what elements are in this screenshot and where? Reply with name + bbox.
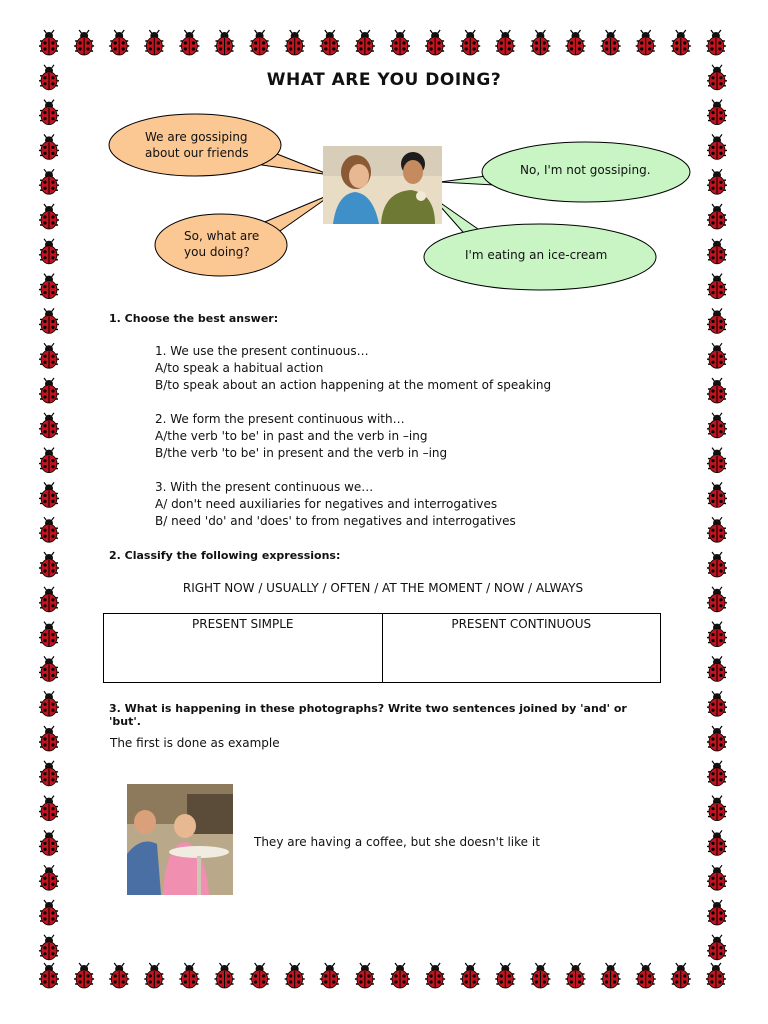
ladybug-icon [707, 865, 727, 890]
expressions-list: RIGHT NOW / USUALLY / OFTEN / AT THE MOMENT / NOW / ALWAYS [182, 581, 584, 595]
ladybug-icon [707, 517, 727, 542]
ladybug-icon [566, 963, 586, 988]
ladybug-icon [39, 622, 59, 647]
ladybug-icon [707, 656, 727, 681]
question-2-option-a: A/the verb 'to be' in past and the verb in –ing [155, 429, 428, 443]
ladybug-icon [707, 830, 727, 855]
ladybug-icon [39, 517, 59, 542]
ladybug-icon [320, 963, 340, 988]
ladybug-icon [39, 308, 59, 333]
ladybug-icon [707, 482, 727, 507]
ladybug-icon [39, 482, 59, 507]
section1-heading: 1. Choose the best answer: [109, 312, 279, 325]
ladybug-icon [707, 796, 727, 821]
section3-heading: 3. What is happening in these photographs? Write two sentences joined by 'and' or 'but'. [109, 702, 627, 728]
ladybug-icon [39, 726, 59, 751]
ladybug-icon [636, 963, 656, 988]
bubble-text-gossiping: We are gossiping about our friends [145, 130, 249, 160]
ladybug-icon [530, 963, 550, 988]
ladybug-icon [425, 963, 445, 988]
ladybug-icon [39, 830, 59, 855]
bubble-text-ice-cream: I'm eating an ice-cream [465, 248, 608, 262]
ladybug-icon [707, 935, 727, 960]
ladybug-icon [707, 622, 727, 647]
question-2 [155, 411, 447, 462]
column-present-continuous[interactable]: PRESENT CONTINUOUS [382, 614, 661, 683]
cafe-photo [127, 784, 233, 895]
ladybug-icon [706, 963, 726, 988]
bubble-text-not-gossiping: No, I'm not gossiping. [520, 163, 651, 177]
ladybug-icon [39, 691, 59, 716]
ladybug-icon [355, 963, 375, 988]
ladybug-icon [39, 900, 59, 925]
ladybug-icon [707, 308, 727, 333]
ladybug-icon [215, 963, 235, 988]
ladybug-icon [39, 343, 59, 368]
ladybug-icon [39, 656, 59, 681]
ladybug-icon [601, 963, 621, 988]
ladybug-icon [707, 343, 727, 368]
question-1-option-a: A/to speak a habitual action [155, 361, 324, 375]
ladybug-icon [495, 963, 515, 988]
section2-heading: 2. Classify the following expressions: [109, 549, 341, 562]
question-1-stem: 1. We use the present continuous… [155, 344, 369, 358]
ladybug-icon [707, 900, 727, 925]
ladybug-icon [671, 963, 691, 988]
ladybug-icon [39, 796, 59, 821]
ladybug-icon [707, 448, 727, 473]
question-3-option-b: B/ need 'do' and 'does' to from negatives and interrogatives [155, 514, 516, 528]
couple-photo [323, 146, 442, 224]
question-3-stem: 3. With the present continuous we… [155, 480, 374, 494]
ladybug-icon [707, 761, 727, 786]
question-1 [155, 343, 551, 394]
ladybug-icon [707, 691, 727, 716]
ladybug-icon [707, 726, 727, 751]
question-1-option-b: B/to speak about an action happening at the moment of speaking [155, 378, 552, 392]
bubble-text-what-doing: So, what are you doing? [184, 229, 260, 259]
ladybug-icon [39, 552, 59, 577]
classify-table [103, 613, 661, 683]
ladybug-icon [707, 413, 727, 438]
ladybug-icon [707, 552, 727, 577]
ladybug-icon [250, 963, 270, 988]
question-3-option-a: A/ don't need auxiliaries for negatives and interrogatives [155, 497, 498, 511]
ladybug-icon [707, 378, 727, 403]
ladybug-icon [74, 963, 94, 988]
column-present-simple[interactable]: PRESENT SIMPLE [104, 614, 383, 683]
ladybug-icon [39, 413, 59, 438]
ladybug-icon [39, 865, 59, 890]
ladybug-icon [39, 761, 59, 786]
ladybug-icon [39, 963, 59, 988]
ladybug-icon [39, 378, 59, 403]
ladybug-icon [144, 963, 164, 988]
ladybug-icon [179, 963, 199, 988]
ladybug-icon [390, 963, 410, 988]
question-3 [155, 479, 516, 530]
question-2-option-b: B/the verb 'to be' in present and the verb in –ing [155, 446, 448, 460]
ladybug-icon [39, 935, 59, 960]
ladybug-icon [285, 963, 305, 988]
question-2-stem: 2. We form the present continuous with… [155, 412, 405, 426]
page-title: WHAT ARE YOU DOING? [266, 70, 502, 90]
ladybug-icon [39, 448, 59, 473]
example-note: The first is done as example [110, 736, 280, 750]
example-sentence: They are having a coffee, but she doesn't like it [254, 835, 540, 849]
ladybug-icon [460, 963, 480, 988]
ladybug-icon [109, 963, 129, 988]
